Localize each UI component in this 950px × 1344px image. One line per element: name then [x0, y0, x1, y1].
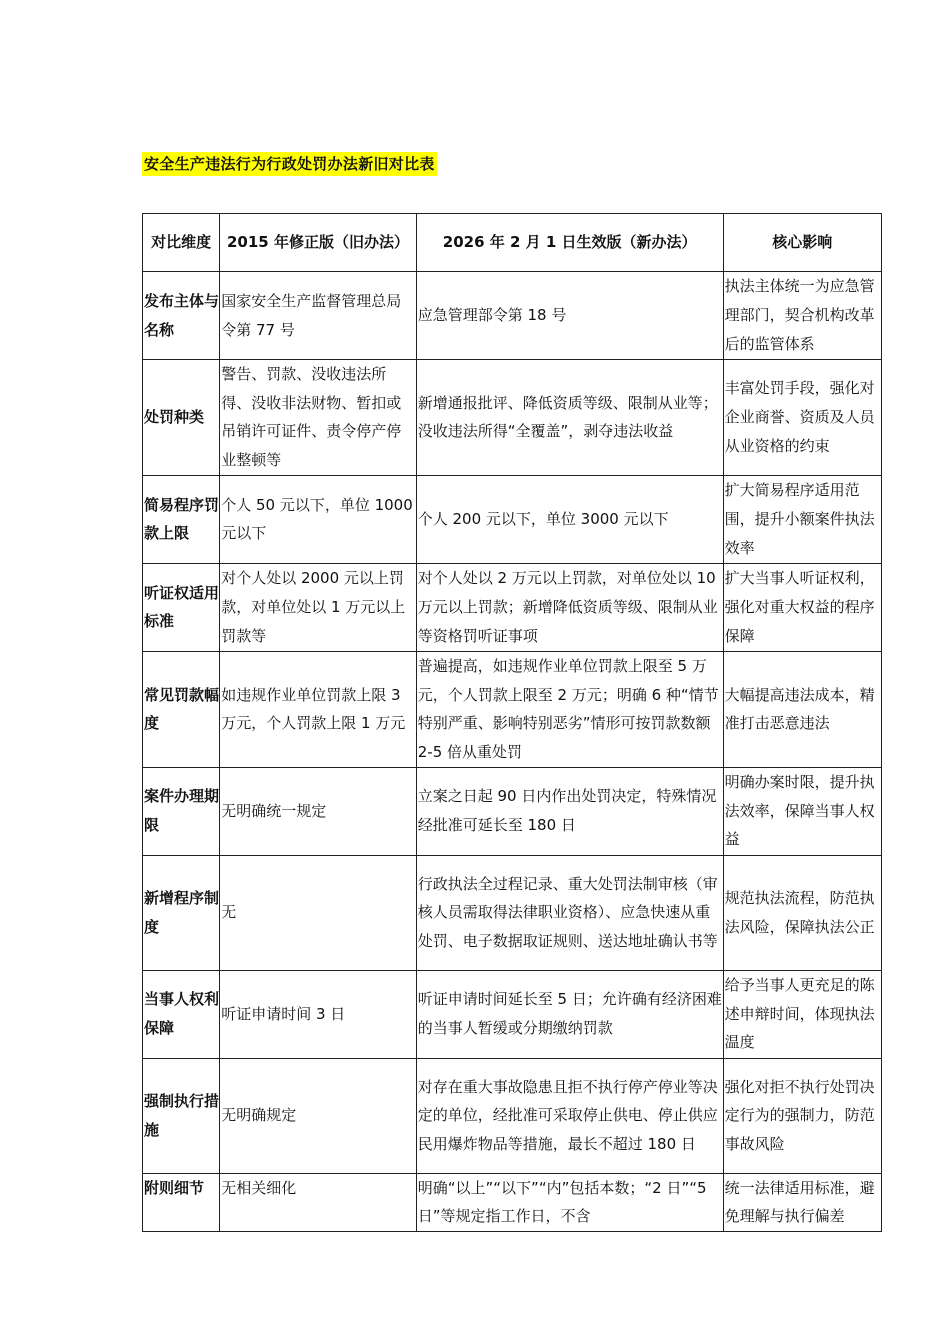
row-dimension: 当事人权利保障 — [143, 970, 220, 1058]
row-new: 明确“以上”“以下”“内”包括本数；“2 日”“5 日”等规定指工作日，不含 — [416, 1173, 723, 1231]
comparison-table — [142, 213, 882, 1232]
table-row — [143, 563, 882, 651]
row-new: 对存在重大事故隐患且拒不执行停产停业等决定的单位，经批准可采取停止供电、停止供应民用爆炸物品等措施，最长不超过 180 日 — [416, 1058, 723, 1173]
row-old: 无明确统一规定 — [220, 767, 417, 855]
row-dimension: 发布主体与名称 — [143, 272, 220, 360]
row-impact: 执法主体统一为应急管理部门，契合机构改革后的监管体系 — [723, 272, 881, 360]
row-dimension: 处罚种类 — [143, 360, 220, 476]
row-old: 国家安全生产监督管理总局令第 77 号 — [220, 272, 417, 360]
table-row — [143, 651, 882, 767]
header-new-version: 2026 年 2 月 1 日生效版（新办法） — [416, 214, 723, 272]
table-row — [143, 272, 882, 360]
table-row — [143, 360, 882, 476]
header-impact: 核心影响 — [723, 214, 881, 272]
row-old: 个人 50 元以下，单位 1000 元以下 — [220, 475, 417, 563]
row-impact: 统一法律适用标准，避免理解与执行偏差 — [723, 1173, 881, 1231]
row-dimension: 简易程序罚款上限 — [143, 475, 220, 563]
row-old: 听证申请时间 3 日 — [220, 970, 417, 1058]
row-impact: 明确办案时限，提升执法效率，保障当事人权益 — [723, 767, 881, 855]
row-dimension: 案件办理期限 — [143, 767, 220, 855]
table-row — [143, 1058, 882, 1173]
table-row — [143, 767, 882, 855]
row-impact: 扩大简易程序适用范围，提升小额案件执法效率 — [723, 475, 881, 563]
row-impact: 强化对拒不执行处罚决定行为的强制力，防范事故风险 — [723, 1058, 881, 1173]
row-impact: 大幅提高违法成本，精准打击恶意违法 — [723, 651, 881, 767]
row-impact: 扩大当事人听证权利，强化对重大权益的程序保障 — [723, 563, 881, 651]
row-impact: 丰富处罚手段，强化对企业商誉、资质及人员从业资格的约束 — [723, 360, 881, 476]
row-new: 行政执法全过程记录、重大处罚法制审核（审核人员需取得法律职业资格）、应急快速从重处罚、电子数据取证规则、送达地址确认书等 — [416, 855, 723, 970]
header-dimension: 对比维度 — [143, 214, 220, 272]
row-new: 听证申请时间延长至 5 日；允许确有经济困难的当事人暂缓或分期缴纳罚款 — [416, 970, 723, 1058]
table-row — [143, 855, 882, 970]
row-dimension: 新增程序制度 — [143, 855, 220, 970]
row-dimension: 附则细节 — [143, 1173, 220, 1231]
table-row — [143, 475, 882, 563]
row-new: 立案之日起 90 日内作出处罚决定，特殊情况经批准可延长至 180 日 — [416, 767, 723, 855]
row-dimension: 常见罚款幅度 — [143, 651, 220, 767]
row-old: 如违规作业单位罚款上限 3 万元，个人罚款上限 1 万元 — [220, 651, 417, 767]
row-new: 新增通报批评、降低资质等级、限制从业等；没收违法所得“全覆盖”，剥夺违法收益 — [416, 360, 723, 476]
table-row — [143, 970, 882, 1058]
table-header-row — [143, 214, 882, 272]
row-dimension: 强制执行措施 — [143, 1058, 220, 1173]
page-title: 安全生产违法行为行政处罚办法新旧对比表 — [142, 152, 437, 176]
row-old: 无 — [220, 855, 417, 970]
row-impact: 规范执法流程，防范执法风险，保障执法公正 — [723, 855, 881, 970]
row-old: 警告、罚款、没收违法所得、没收非法财物、暂扣或吊销许可证件、责令停产停业整顿等 — [220, 360, 417, 476]
row-new: 普遍提高，如违规作业单位罚款上限至 5 万元，个人罚款上限至 2 万元；明确 6 种“情节特别严重、影响特别恶劣”情形可按罚款数额 2-5 倍从重处罚 — [416, 651, 723, 767]
row-new: 个人 200 元以下，单位 3000 元以下 — [416, 475, 723, 563]
row-dimension: 听证权适用标准 — [143, 563, 220, 651]
row-impact: 给予当事人更充足的陈述申辩时间，体现执法温度 — [723, 970, 881, 1058]
row-old: 对个人处以 2000 元以上罚款，对单位处以 1 万元以上罚款等 — [220, 563, 417, 651]
row-old: 无明确规定 — [220, 1058, 417, 1173]
row-new: 应急管理部令第 18 号 — [416, 272, 723, 360]
header-old-version: 2015 年修正版（旧办法） — [220, 214, 417, 272]
row-old: 无相关细化 — [220, 1173, 417, 1231]
row-new: 对个人处以 2 万元以上罚款，对单位处以 10 万元以上罚款；新增降低资质等级、限制从业等资格罚听证事项 — [416, 563, 723, 651]
table-row — [143, 1173, 882, 1231]
